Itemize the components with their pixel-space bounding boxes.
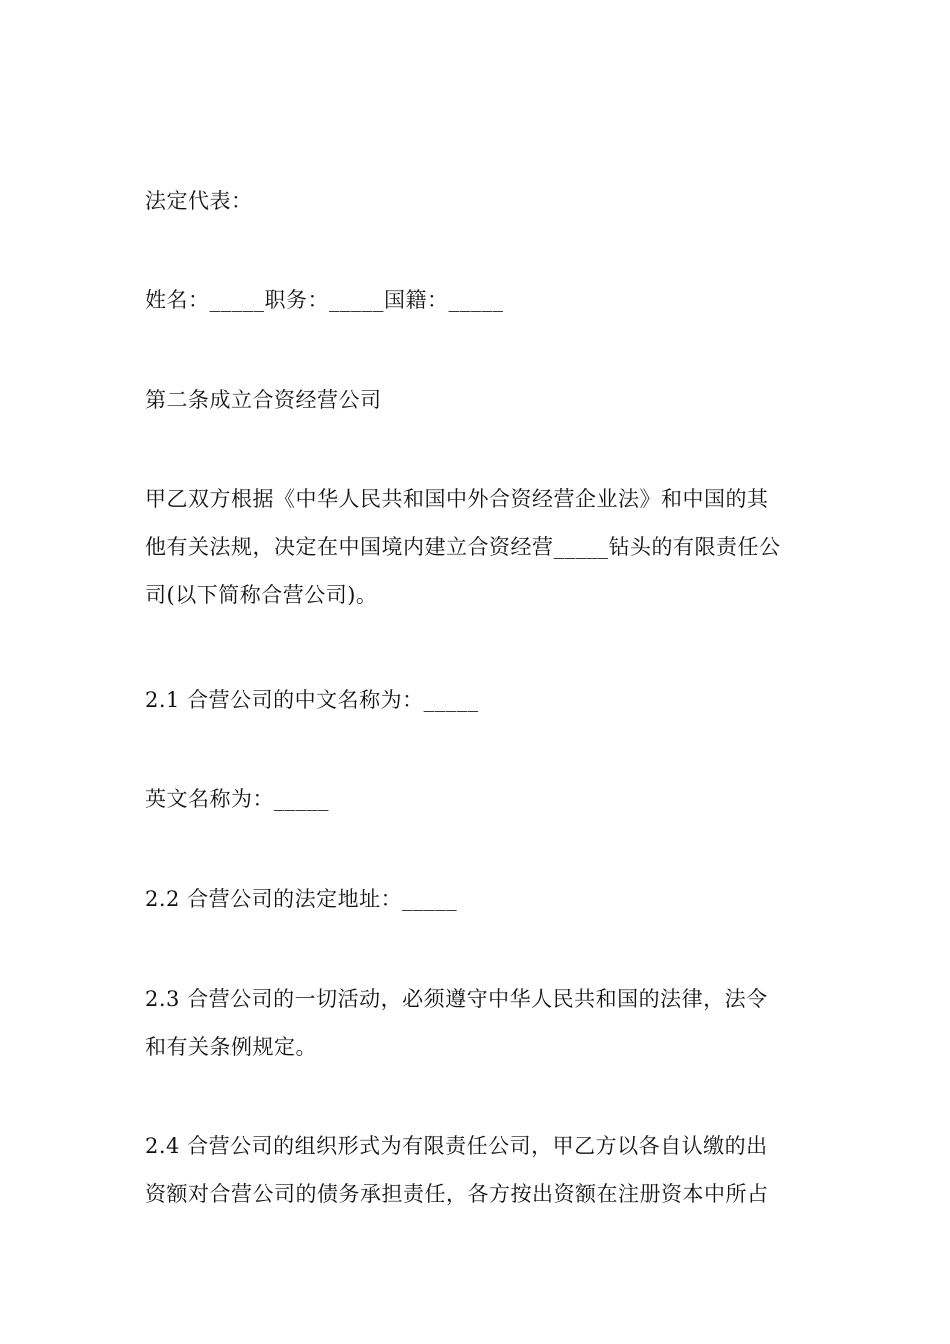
text-line: 资额对合营公司的债务承担责任，各方按出资额在注册资本中所占 — [145, 1182, 769, 1206]
text-line: 和有关条例规定。 — [145, 1035, 317, 1059]
article-2-intro — [145, 475, 810, 619]
text-line: 姓名：_____职务：_____国籍：_____ — [145, 288, 504, 312]
text-line: 甲乙双方根据《中华人民共和国中外合资经营企业法》和中国的其 — [145, 487, 769, 511]
legal-representative-heading — [145, 177, 810, 225]
clause-2-4-organization-form — [145, 1122, 810, 1218]
clause-2-2-legal-address — [145, 875, 810, 923]
text-line: 他有关法规，决定在中国境内建立合资经营_____钻头的有限责任公 — [145, 535, 781, 559]
clause-2-3-compliance — [145, 975, 810, 1071]
text-line: 司(以下简称合营公司)。 — [145, 583, 378, 607]
text-line: 2.3 合营公司的一切活动，必须遵守中华人民共和国的法律，法令 — [145, 987, 768, 1011]
representative-fields — [145, 276, 810, 324]
text-line: 2.4 合营公司的组织形式为有限责任公司，甲乙方以各自认缴的出 — [145, 1134, 768, 1158]
text-line: 2.2 合营公司的法定地址：_____ — [145, 887, 458, 911]
text-line: 英文名称为：_____ — [145, 787, 329, 811]
clause-2-1-english-name — [145, 775, 810, 823]
article-2-title — [145, 376, 810, 424]
text-line: 法定代表： — [145, 189, 253, 213]
clause-2-1-chinese-name — [145, 676, 810, 724]
text-line: 2.1 合营公司的中文名称为：_____ — [145, 688, 479, 712]
text-line: 第二条成立合资经营公司 — [145, 388, 382, 412]
